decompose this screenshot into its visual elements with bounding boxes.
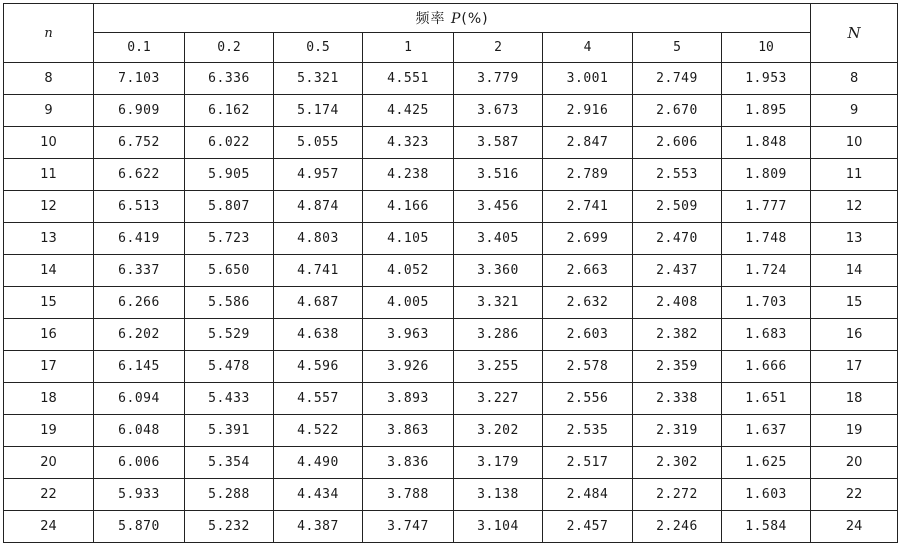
cell-value: 3.405 [454, 223, 543, 255]
cell-value: 1.809 [722, 159, 811, 191]
header-frequency-group [94, 4, 811, 33]
cell-value: 6.622 [94, 159, 185, 191]
cell-value: 4.596 [274, 351, 363, 383]
cell-value: 5.232 [185, 511, 274, 543]
cell-value: 3.202 [454, 415, 543, 447]
cell-value: 2.603 [543, 319, 633, 351]
cell-n: 22 [4, 479, 94, 511]
cell-value: 4.005 [363, 287, 454, 319]
cell-value: 2.437 [633, 255, 722, 287]
cell-value: 2.509 [633, 191, 722, 223]
cell-value: 3.255 [454, 351, 543, 383]
header-p-column: 0.1 [94, 33, 185, 63]
cell-value: 1.895 [722, 95, 811, 127]
cell-value: 2.606 [633, 127, 722, 159]
cell-value: 5.288 [185, 479, 274, 511]
cell-value: 1.683 [722, 319, 811, 351]
table-row [4, 351, 898, 383]
cell-n: 19 [4, 415, 94, 447]
cell-value: 3.286 [454, 319, 543, 351]
header-frequency-prefix: 频率 [415, 11, 451, 27]
cell-value: 6.022 [185, 127, 274, 159]
cell-value: 2.484 [543, 479, 633, 511]
cell-value: 5.478 [185, 351, 274, 383]
cell-N: 16 [811, 319, 898, 351]
cell-value: 2.578 [543, 351, 633, 383]
cell-n: 10 [4, 127, 94, 159]
cell-N: 13 [811, 223, 898, 255]
cell-value: 2.553 [633, 159, 722, 191]
cell-N: 8 [811, 63, 898, 95]
cell-n: 9 [4, 95, 94, 127]
cell-value: 3.963 [363, 319, 454, 351]
cell-value: 5.354 [185, 447, 274, 479]
cell-N: 10 [811, 127, 898, 159]
cell-value: 2.556 [543, 383, 633, 415]
cell-value: 3.836 [363, 447, 454, 479]
cell-value: 6.909 [94, 95, 185, 127]
cell-value: 5.174 [274, 95, 363, 127]
cell-value: 4.387 [274, 511, 363, 543]
cell-value: 5.807 [185, 191, 274, 223]
table-row [4, 479, 898, 511]
cell-value: 4.557 [274, 383, 363, 415]
cell-value: 1.724 [722, 255, 811, 287]
cell-value: 5.391 [185, 415, 274, 447]
header-n: n [4, 4, 94, 63]
cell-value: 2.916 [543, 95, 633, 127]
cell-value: 4.166 [363, 191, 454, 223]
cell-value: 4.425 [363, 95, 454, 127]
cell-value: 3.673 [454, 95, 543, 127]
cell-value: 2.535 [543, 415, 633, 447]
table-row [4, 95, 898, 127]
header-row-p-values [4, 33, 898, 63]
cell-n: 11 [4, 159, 94, 191]
table-row [4, 415, 898, 447]
cell-value: 1.748 [722, 223, 811, 255]
cell-N: 22 [811, 479, 898, 511]
header-p-column: 2 [454, 33, 543, 63]
frequency-table [3, 3, 898, 543]
cell-value: 2.670 [633, 95, 722, 127]
cell-n: 17 [4, 351, 94, 383]
cell-value: 1.953 [722, 63, 811, 95]
cell-value: 4.434 [274, 479, 363, 511]
cell-N: 9 [811, 95, 898, 127]
cell-value: 3.779 [454, 63, 543, 95]
cell-value: 4.323 [363, 127, 454, 159]
cell-value: 2.789 [543, 159, 633, 191]
header-p-column: 10 [722, 33, 811, 63]
cell-value: 6.336 [185, 63, 274, 95]
cell-value: 5.529 [185, 319, 274, 351]
cell-value: 2.470 [633, 223, 722, 255]
cell-value: 2.663 [543, 255, 633, 287]
cell-value: 2.338 [633, 383, 722, 415]
cell-value: 1.603 [722, 479, 811, 511]
cell-value: 6.048 [94, 415, 185, 447]
cell-n: 20 [4, 447, 94, 479]
cell-value: 2.302 [633, 447, 722, 479]
cell-value: 4.551 [363, 63, 454, 95]
cell-value: 1.666 [722, 351, 811, 383]
cell-value: 2.408 [633, 287, 722, 319]
cell-value: 4.238 [363, 159, 454, 191]
table-row [4, 319, 898, 351]
table-row [4, 159, 898, 191]
cell-value: 1.848 [722, 127, 811, 159]
cell-value: 2.246 [633, 511, 722, 543]
cell-value: 2.457 [543, 511, 633, 543]
cell-value: 6.513 [94, 191, 185, 223]
cell-value: 1.777 [722, 191, 811, 223]
cell-value: 6.202 [94, 319, 185, 351]
header-frequency-var: P [450, 11, 462, 27]
table-body [4, 63, 898, 543]
cell-value: 2.632 [543, 287, 633, 319]
cell-n: 18 [4, 383, 94, 415]
cell-n: 14 [4, 255, 94, 287]
cell-N: 24 [811, 511, 898, 543]
cell-value: 6.145 [94, 351, 185, 383]
cell-n: 12 [4, 191, 94, 223]
table-row [4, 63, 898, 95]
cell-value: 3.321 [454, 287, 543, 319]
cell-value: 1.625 [722, 447, 811, 479]
table-row [4, 287, 898, 319]
cell-value: 4.490 [274, 447, 363, 479]
cell-value: 2.359 [633, 351, 722, 383]
cell-value: 5.321 [274, 63, 363, 95]
cell-value: 4.741 [274, 255, 363, 287]
cell-value: 2.382 [633, 319, 722, 351]
cell-value: 5.723 [185, 223, 274, 255]
cell-value: 6.094 [94, 383, 185, 415]
cell-value: 6.752 [94, 127, 185, 159]
cell-value: 1.584 [722, 511, 811, 543]
document-page [3, 3, 897, 545]
cell-value: 4.522 [274, 415, 363, 447]
table-row [4, 127, 898, 159]
cell-value: 2.749 [633, 63, 722, 95]
cell-value: 6.006 [94, 447, 185, 479]
table-row [4, 255, 898, 287]
cell-value: 3.138 [454, 479, 543, 511]
cell-value: 3.001 [543, 63, 633, 95]
cell-value: 2.847 [543, 127, 633, 159]
cell-value: 4.105 [363, 223, 454, 255]
header-N: N [811, 4, 898, 63]
cell-value: 4.803 [274, 223, 363, 255]
cell-value: 3.360 [454, 255, 543, 287]
cell-value: 3.179 [454, 447, 543, 479]
header-frequency-suffix: (%) [461, 11, 489, 27]
header-row-group [4, 4, 898, 33]
cell-value: 5.650 [185, 255, 274, 287]
header-p-column: 0.2 [185, 33, 274, 63]
cell-value: 4.687 [274, 287, 363, 319]
cell-N: 18 [811, 383, 898, 415]
table-row [4, 511, 898, 543]
cell-value: 2.741 [543, 191, 633, 223]
cell-value: 5.055 [274, 127, 363, 159]
cell-N: 15 [811, 287, 898, 319]
cell-value: 6.162 [185, 95, 274, 127]
cell-n: 8 [4, 63, 94, 95]
cell-value: 2.319 [633, 415, 722, 447]
cell-value: 2.699 [543, 223, 633, 255]
cell-value: 3.747 [363, 511, 454, 543]
cell-N: 14 [811, 255, 898, 287]
cell-value: 5.433 [185, 383, 274, 415]
cell-value: 5.870 [94, 511, 185, 543]
cell-N: 17 [811, 351, 898, 383]
cell-value: 4.052 [363, 255, 454, 287]
cell-n: 15 [4, 287, 94, 319]
cell-value: 3.893 [363, 383, 454, 415]
cell-N: 12 [811, 191, 898, 223]
header-p-column: 0.5 [274, 33, 363, 63]
cell-value: 3.863 [363, 415, 454, 447]
cell-N: 19 [811, 415, 898, 447]
cell-value: 3.456 [454, 191, 543, 223]
cell-value: 4.957 [274, 159, 363, 191]
cell-value: 1.703 [722, 287, 811, 319]
cell-value: 4.874 [274, 191, 363, 223]
cell-N: 11 [811, 159, 898, 191]
cell-value: 6.337 [94, 255, 185, 287]
cell-value: 4.638 [274, 319, 363, 351]
cell-value: 2.272 [633, 479, 722, 511]
cell-value: 2.517 [543, 447, 633, 479]
cell-value: 5.933 [94, 479, 185, 511]
cell-value: 3.516 [454, 159, 543, 191]
cell-value: 5.586 [185, 287, 274, 319]
table-row [4, 223, 898, 255]
header-p-column: 1 [363, 33, 454, 63]
header-p-column: 4 [543, 33, 633, 63]
cell-value: 1.651 [722, 383, 811, 415]
cell-value: 6.419 [94, 223, 185, 255]
cell-n: 13 [4, 223, 94, 255]
cell-value: 3.926 [363, 351, 454, 383]
table-row [4, 383, 898, 415]
table-header [4, 4, 898, 63]
cell-value: 5.905 [185, 159, 274, 191]
cell-value: 7.103 [94, 63, 185, 95]
cell-N: 20 [811, 447, 898, 479]
cell-value: 6.266 [94, 287, 185, 319]
table-row [4, 447, 898, 479]
cell-n: 16 [4, 319, 94, 351]
cell-value: 3.788 [363, 479, 454, 511]
cell-value: 3.587 [454, 127, 543, 159]
cell-value: 3.227 [454, 383, 543, 415]
cell-n: 24 [4, 511, 94, 543]
cell-value: 1.637 [722, 415, 811, 447]
header-p-column: 5 [633, 33, 722, 63]
cell-value: 3.104 [454, 511, 543, 543]
table-row [4, 191, 898, 223]
